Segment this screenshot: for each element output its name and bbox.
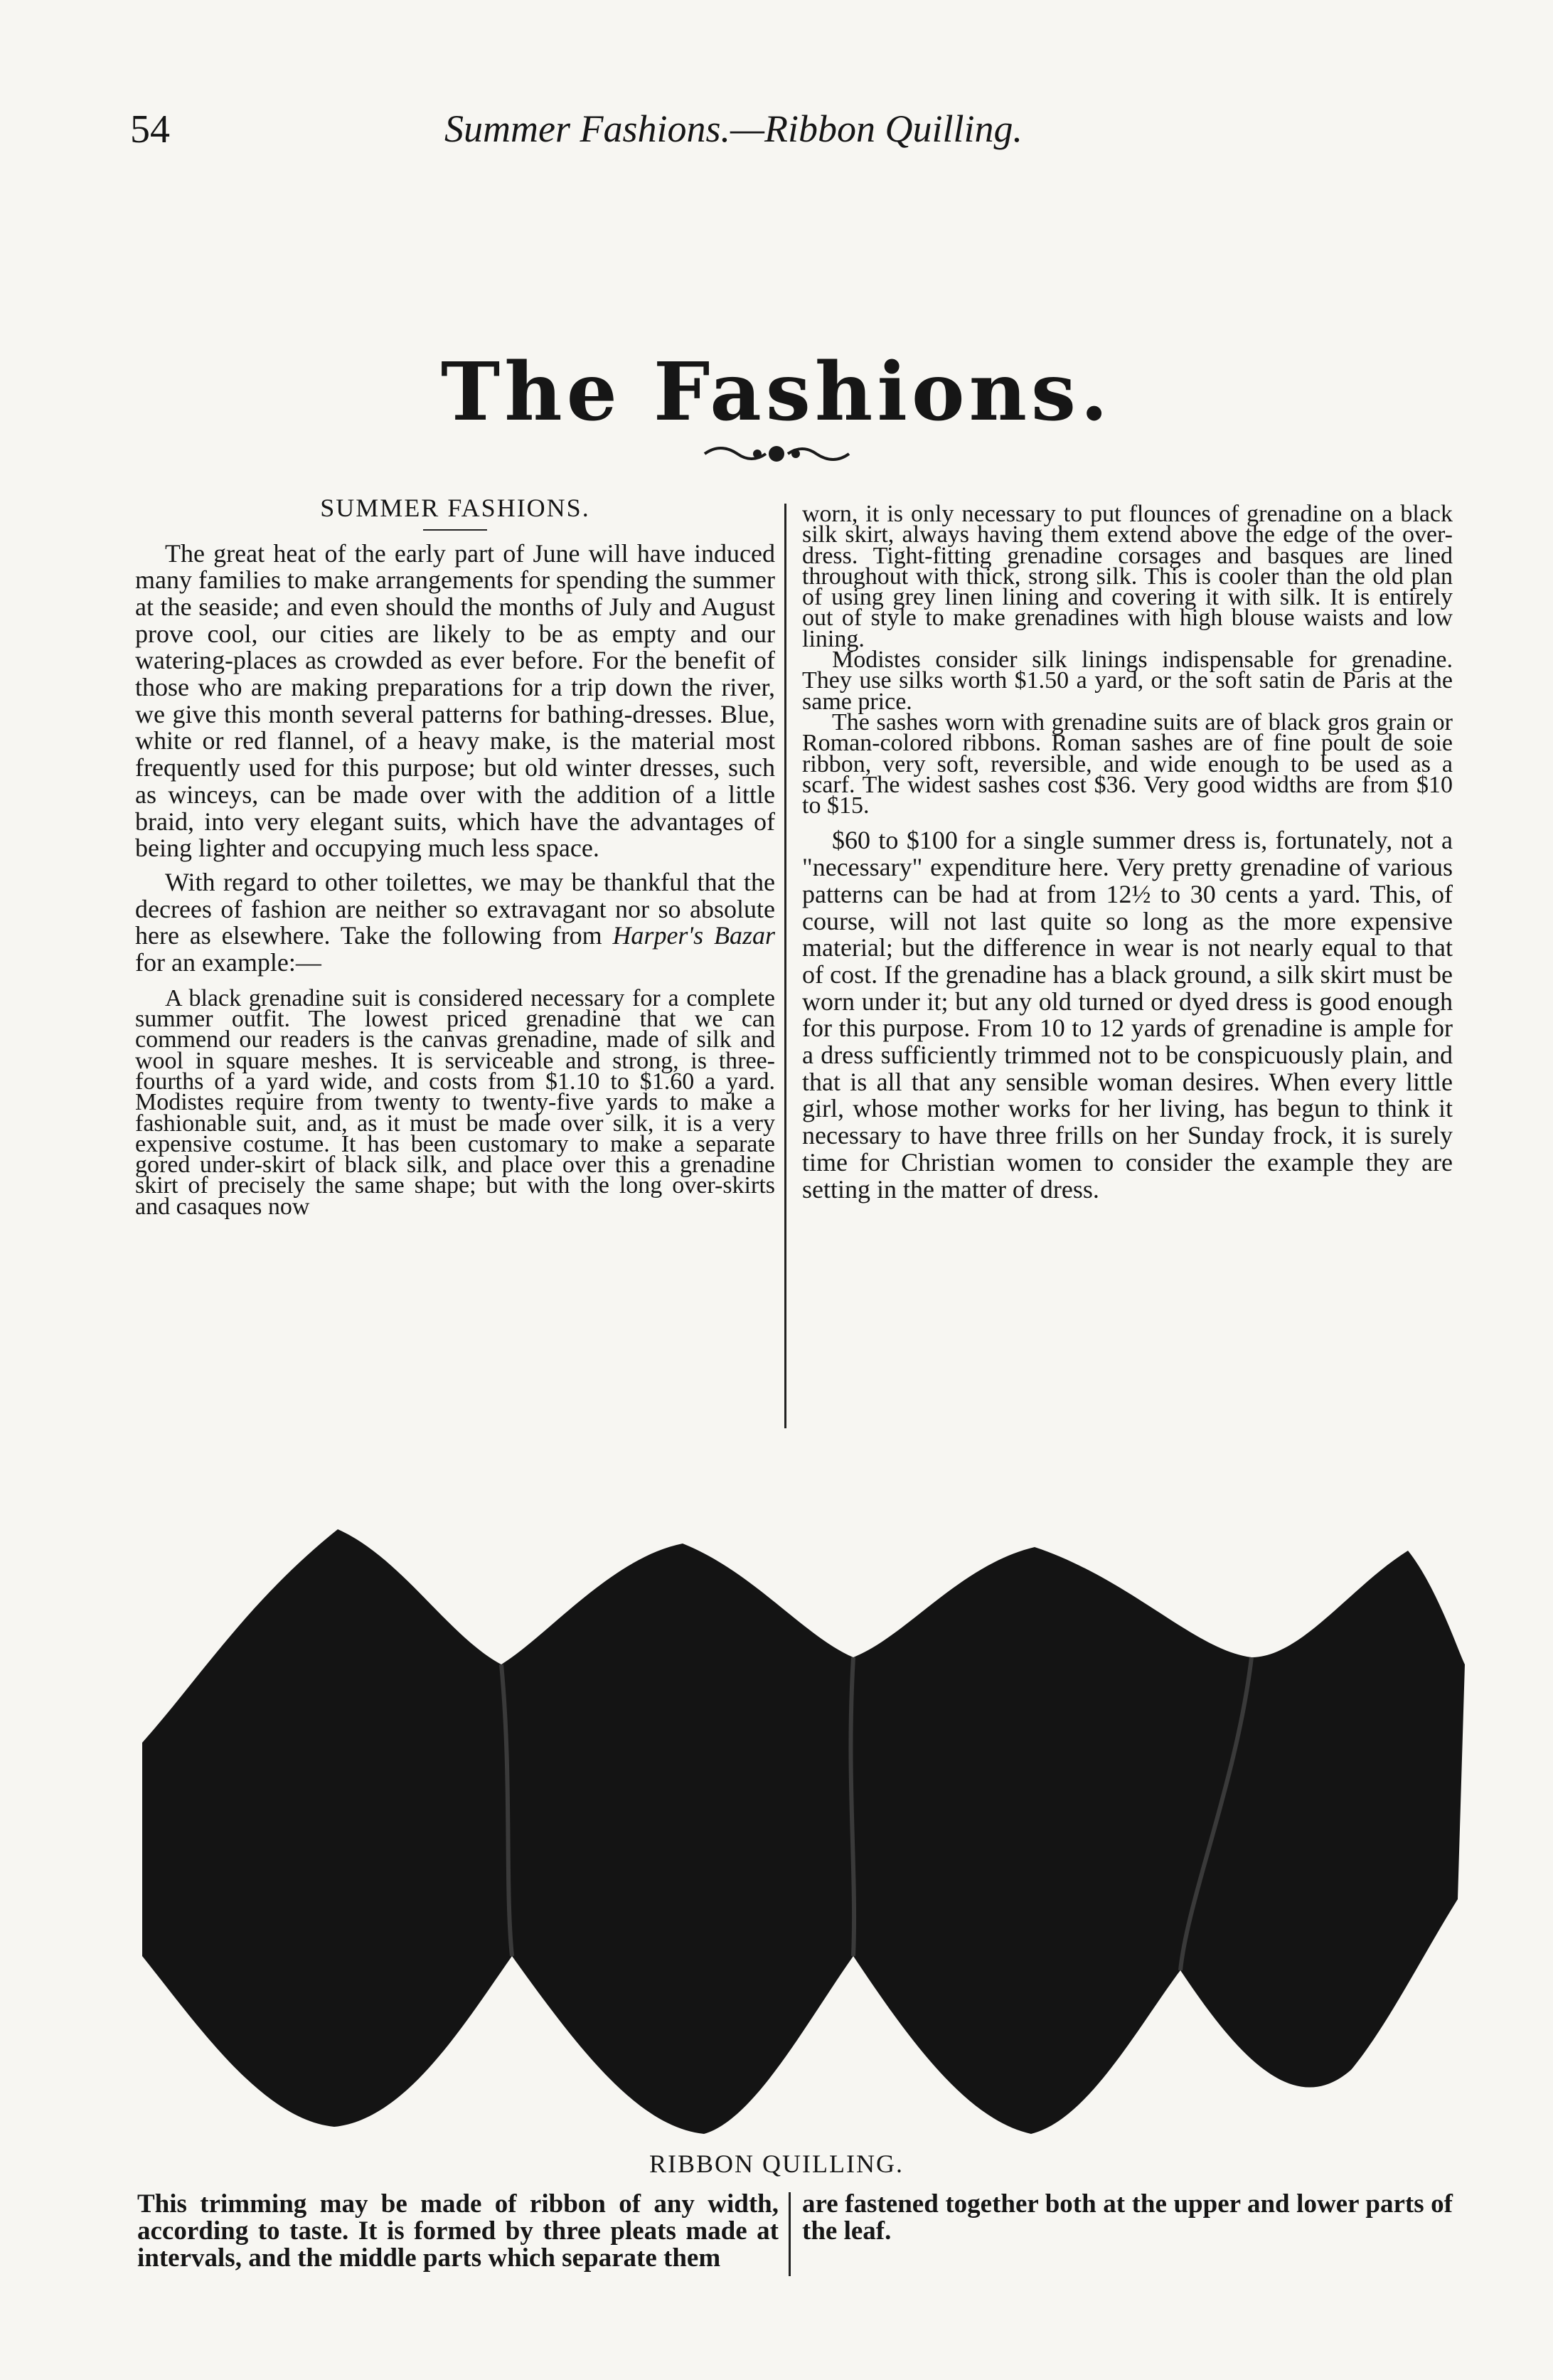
quoted-paragraph: The sashes worn with grenadine suits are of black gros grain or Roman-colored ribbons. Roman sashes are of fine poult de soie ribbon, very soft, reversible, and wide enough to be used as a scarf. The widest sashes cost $36. Very good widths are from $10 to $15.: [802, 708, 1453, 819]
page-number: 54: [130, 107, 170, 152]
illustration-caption: RIBBON QUILLING.: [649, 2150, 904, 2178]
right-column: [802, 501, 1453, 1204]
column-divider: [784, 504, 786, 1428]
bottom-column-divider: [789, 2192, 791, 2276]
paragraph-text: for an example:—: [135, 948, 321, 977]
quoted-paragraph: worn, it is only necessary to put flounces of grenadine on a black silk skirt, always having them extend above the edge of the over-dress. Tight-fitting grenadine corsages and basques are lined throughout with thick, strong silk. This is cooler than the old plan of using grey linen lining and covering it with silk. It is entirely out of style to make grenadines with high blouse waists and low lining.: [802, 501, 1453, 652]
paragraph-text: With regard to other toilettes, we may be thankful that the decrees of fashion are neither so extravagant nor so absolute here as elsewhere. Take the following from: [135, 867, 775, 950]
publication-title: Harper's Bazar: [612, 921, 775, 950]
paragraph: The great heat of the early part of June will have induced many families to make arrangements for spending the summer at the seaside; and even should the months of July and August prove cool, our cities are likely to be as empty and our watering-places as crowded as ever before. For the benefit of those who are making preparations for a trip down the river, we give this month several patterns for bathing-dresses. Blue, white or red flannel, of a heavy make, is the material most frequently used for this purpose; but old winter dresses, such as winceys, can be made over with the addition of a little braid, into very elegant suits, which have the advantages of being lighter and occupying much less space.: [135, 538, 775, 863]
paragraph: $60 to $100 for a single summer dress is, fortunately, not a "necessary" expenditure here. Very pretty grenadine of various patterns can be had at from 12½ to 30 cents a yard. This, of course, will not last quite so long as the more expensive material; but the difference in wear is not nearly equal to that of cost. If the grenadine has a black ground, a silk skirt must be worn under it; but any old turned or dyed dress is good enough for this purpose. From 10 to 12 yards of grenadine is ample for a dress sufficiently trimmed not to be conspicuously plain, and that is all that any sensible woman desires. When every little girl, whose mother works for her living, has begun to think it necessary to have three frills on her Sunday frock, it is surely time for Christian women to consider the example they are setting in the matter of dress.: [802, 826, 1453, 1204]
ribbon-quilling-illustration: [142, 1529, 1465, 2141]
quoted-paragraph: Modistes consider silk linings indispensable for grenadine. They use silks worth $1.50 a yard, or the soft satin de Paris at the same price.: [802, 647, 1453, 715]
running-title: Summer Fashions.—Ribbon Quilling.: [444, 107, 1023, 150]
quoted-paragraph: A black grenadine suit is considered necessary for a complete summer outfit. The lowest priced grenadine that we can commend our readers is the canvas grenadine, made of silk and wool in square meshes. It is serviceable and strong, is three-fourths of a yard wide, and costs from $1.10 to $1.60 a yard. Modistes require from twenty to twenty-five yards to make a fashionable suit, and, as it must be made over silk, it is a very expensive costume. It has been customary to make a separate gored under-skirt of black silk, and place over this a grenadine skirt of precisely the same shape; but with the long over-skirts and casaques now: [135, 984, 775, 1220]
ornament-divider-icon: [700, 440, 853, 468]
left-column: [135, 494, 775, 1220]
heading-rule: [423, 529, 487, 531]
caption-text-right: are fastened together both at the upper and lower parts of the leaf.: [802, 2189, 1453, 2246]
caption-text-left: This trimming may be made of ribbon of any width, according to taste. It is formed by three pleats made at intervals, and the middle parts which separate them: [137, 2189, 779, 2273]
article-heading: SUMMER FASHIONS.: [320, 494, 590, 522]
paragraph: [135, 869, 775, 977]
section-title: The Fashions.: [440, 346, 1113, 439]
ribbon-quilling-shape: [142, 1529, 1465, 2134]
